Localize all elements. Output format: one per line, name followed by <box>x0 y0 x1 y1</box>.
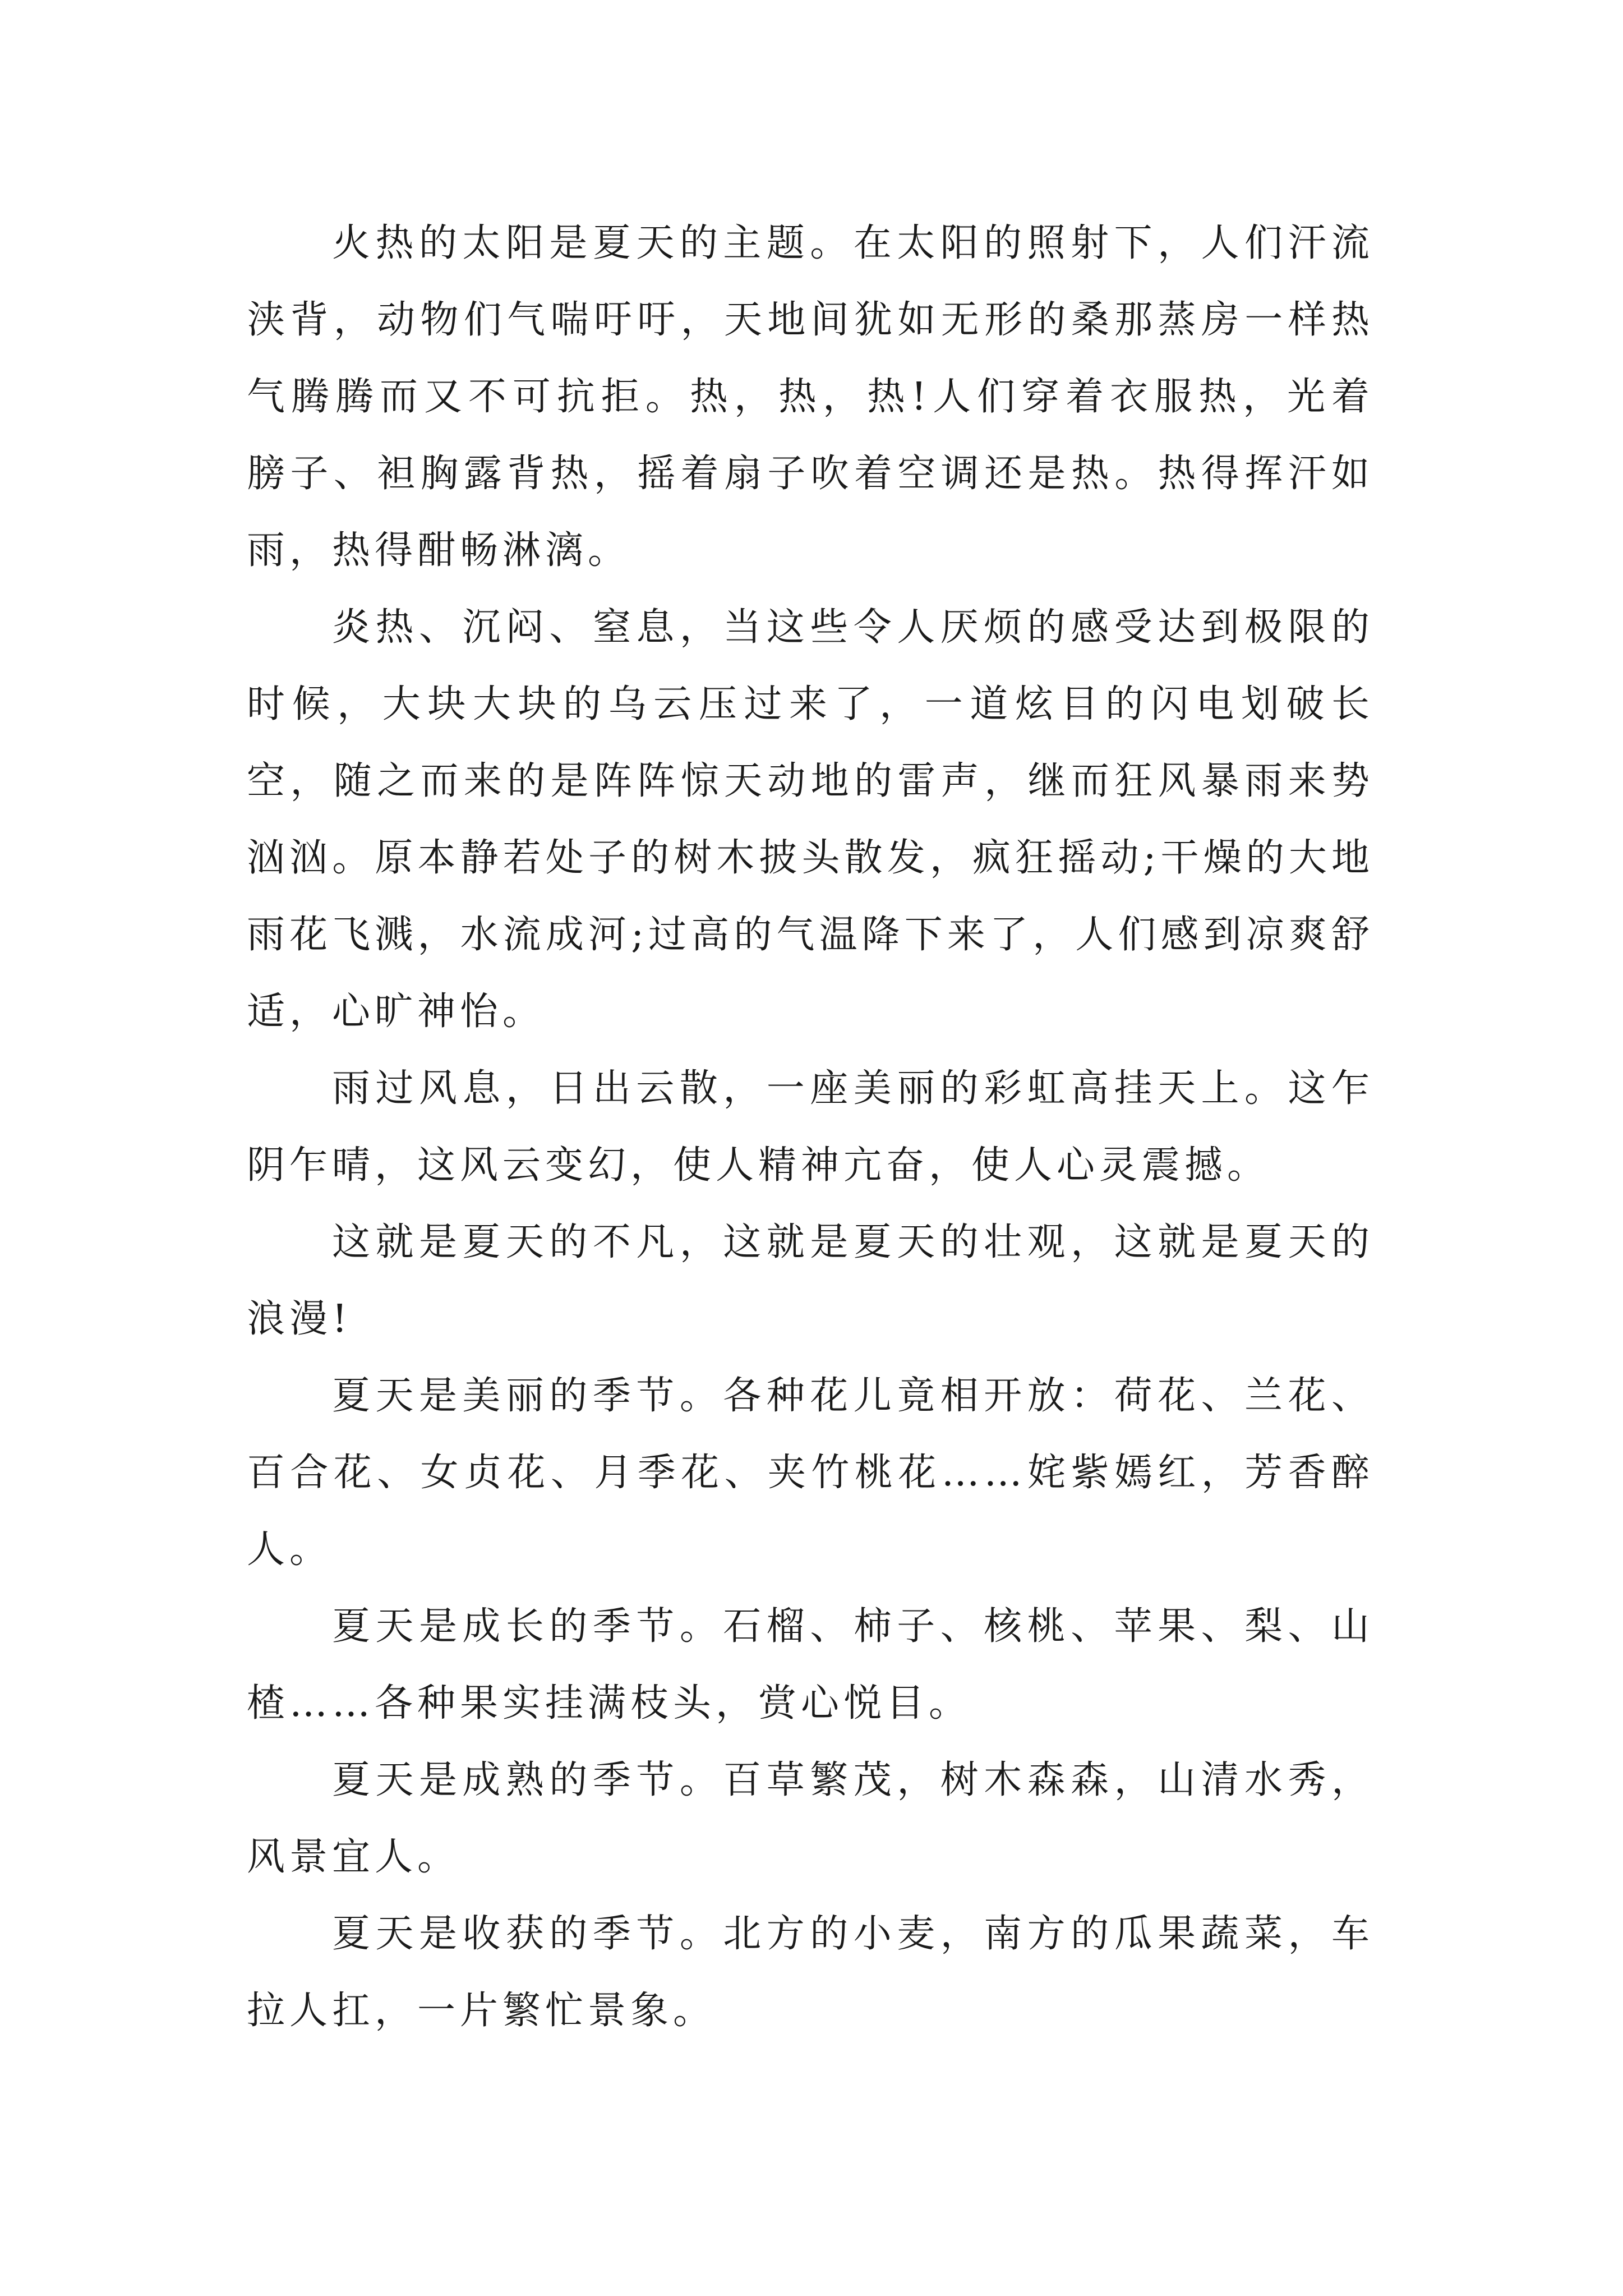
paragraph-2: 炎热、沉闷、窒息，当这些令人厌烦的感受达到极限的时候，大块大块的乌云压过来了，一道炫目的闪电划破长空，随之而来的是阵阵惊天动地的雷声，继而狂风暴雨来势汹汹。原本静若处子的树木披头散发，疯狂摇动;干燥的大地雨花飞溅，水流成河;过高的气温降下来了，人们感到凉爽舒适，心旷神怡。 <box>247 605 1374 1034</box>
paragraph-5: 夏天是美丽的季节。各种花儿竟相开放：荷花、兰花、百合花、女贞花、月季花、夹竹桃花……姹紫嫣红，芳香醉人。 <box>247 1374 1374 1572</box>
document-body <box>247 205 1374 2049</box>
paragraph-7: 夏天是成熟的季节。百草繁茂，树木森森，山清水秀，风景宜人。 <box>247 1758 1374 1879</box>
paragraph-1: 火热的太阳是夏天的主题。在太阳的照射下，人们汗流浃背，动物们气喘吁吁，天地间犹如无形的桑那蒸房一样热气腾腾而又不可抗拒。热，热，热!人们穿着衣服热，光着膀子、袒胸露背热，摇着扇子吹着空调还是热。热得挥汗如雨，热得酣畅淋漓。 <box>247 221 1374 573</box>
paragraph-8: 夏天是收获的季节。北方的小麦，南方的瓜果蔬菜，车拉人扛，一片繁忙景象。 <box>247 1912 1374 2033</box>
paragraph-6: 夏天是成长的季节。石榴、柿子、核桃、苹果、梨、山楂……各种果实挂满枝头，赏心悦目。 <box>247 1604 1374 1726</box>
paragraph-3: 雨过风息，日出云散，一座美丽的彩虹高挂天上。这乍阴乍晴，这风云变幻，使人精神亢奋，使人心灵震撼。 <box>247 1066 1374 1188</box>
paragraph-4: 这就是夏天的不凡，这就是夏天的壮观，这就是夏天的浪漫! <box>247 1220 1374 1341</box>
